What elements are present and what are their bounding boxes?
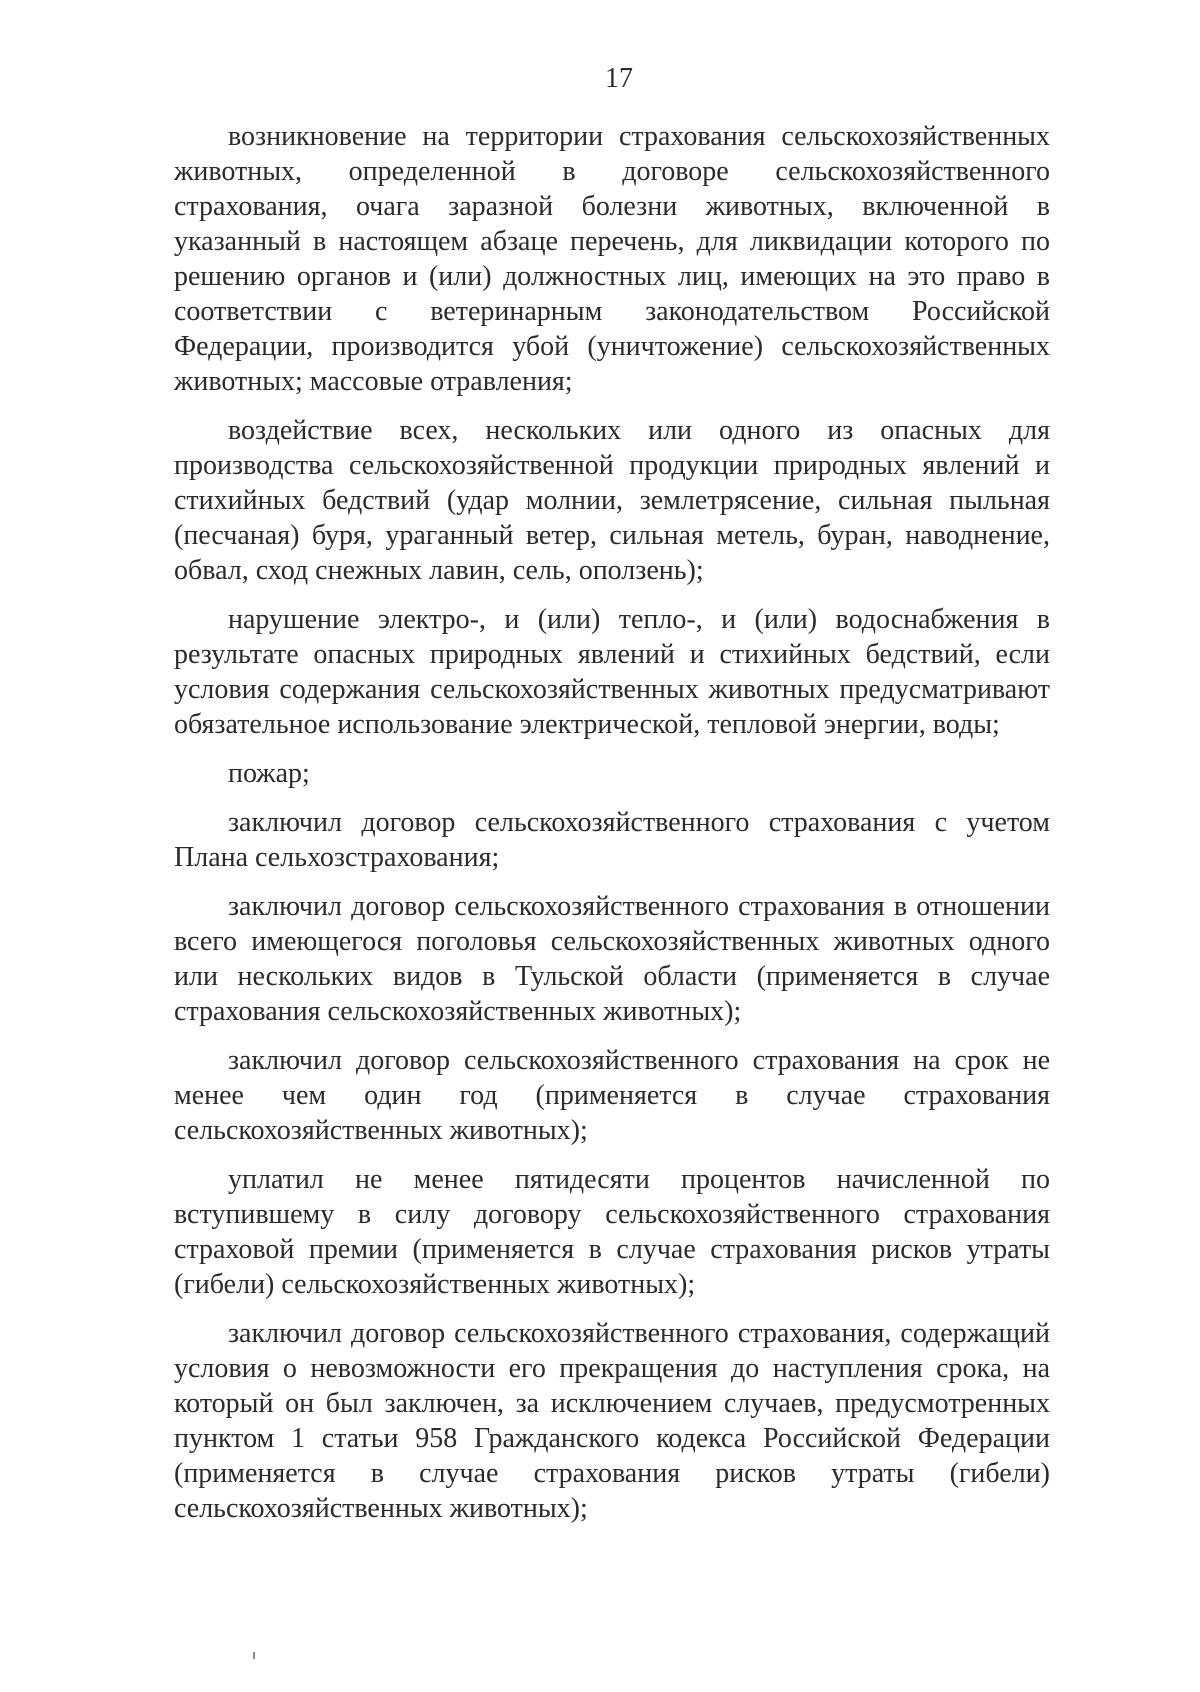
paragraph-contract-term: заключил договор сельскохозяйственного страхования на срок не менее чем один год (применяется в случае страхования сельскохозяйственных животных); — [174, 1045, 1050, 1146]
paragraph-premium-payment: уплатил не менее пятидесяти процентов начисленной по вступившему в силу договору сельскохозяйственного страхования страховой премии (применяется в случае страхования рисков утраты (гибели) сельскохозяйственных животных); — [174, 1164, 1050, 1300]
paragraph-utility-disruption: нарушение электро-, и (или) тепло-, и (или) водоснабжения в результате опасных природных явлений и стихийных бедствий, если условия содержания сельскохозяйственных животных предусматривают обязательное использование электрической, тепловой энергии, воды; — [174, 604, 1050, 740]
paragraph-termination-conditions: заключил договор сельскохозяйственного страхования, содержащий условия о невозможности его прекращения до наступления срока, на который он был заключен, за исключением случаев, предусмотренных пунктом 1 статьи 958 Гражданского кодекса Российской Федерации (применяется в случае страхования рисков утраты (гибели) сельскохозяйственных животных); — [174, 1318, 1050, 1524]
page-number: 17 — [605, 63, 633, 94]
paragraph-disease-outbreak: возникновение на территории страхования сельскохозяйственных животных, определенной в договоре сельскохозяйственного страхования, очага заразной болезни животных, включенной в указанный в настоящем абзаце перечень, для ликвидации которого по решению органов и (или) должностных лиц, имеющих на это право в соответствии с ветеринарным законодательством Российской Федерации, производится убой (уничтожение) сельскохозяйственных животных; массовые отравления; — [174, 121, 1050, 397]
paragraph-entire-livestock: заключил договор сельскохозяйственного страхования в отношении всего имеющегося поголовья сельскохозяйственных животных одного или нескольких видов в Тульской области (применяется в случае страхования сельскохозяйственных животных); — [174, 891, 1050, 1027]
scan-speck — [253, 1652, 255, 1659]
paragraph-natural-hazards: воздействие всех, нескольких или одного из опасных для производства сельскохозяйственной продукции природных явлений и стихийных бедствий (удар молнии, землетрясение, сильная пыльная (песчаная) буря, ураганный ветер, сильная метель, буран, наводнение, обвал, сход снежных лавин, сель, оползень); — [174, 415, 1050, 586]
paragraph-fire: пожар; — [228, 758, 310, 789]
paragraph-plan-contract: заключил договор сельскохозяйственного страхования с учетом Плана сельхозстрахования; — [174, 807, 1050, 873]
document-body — [174, 119, 1050, 1540]
